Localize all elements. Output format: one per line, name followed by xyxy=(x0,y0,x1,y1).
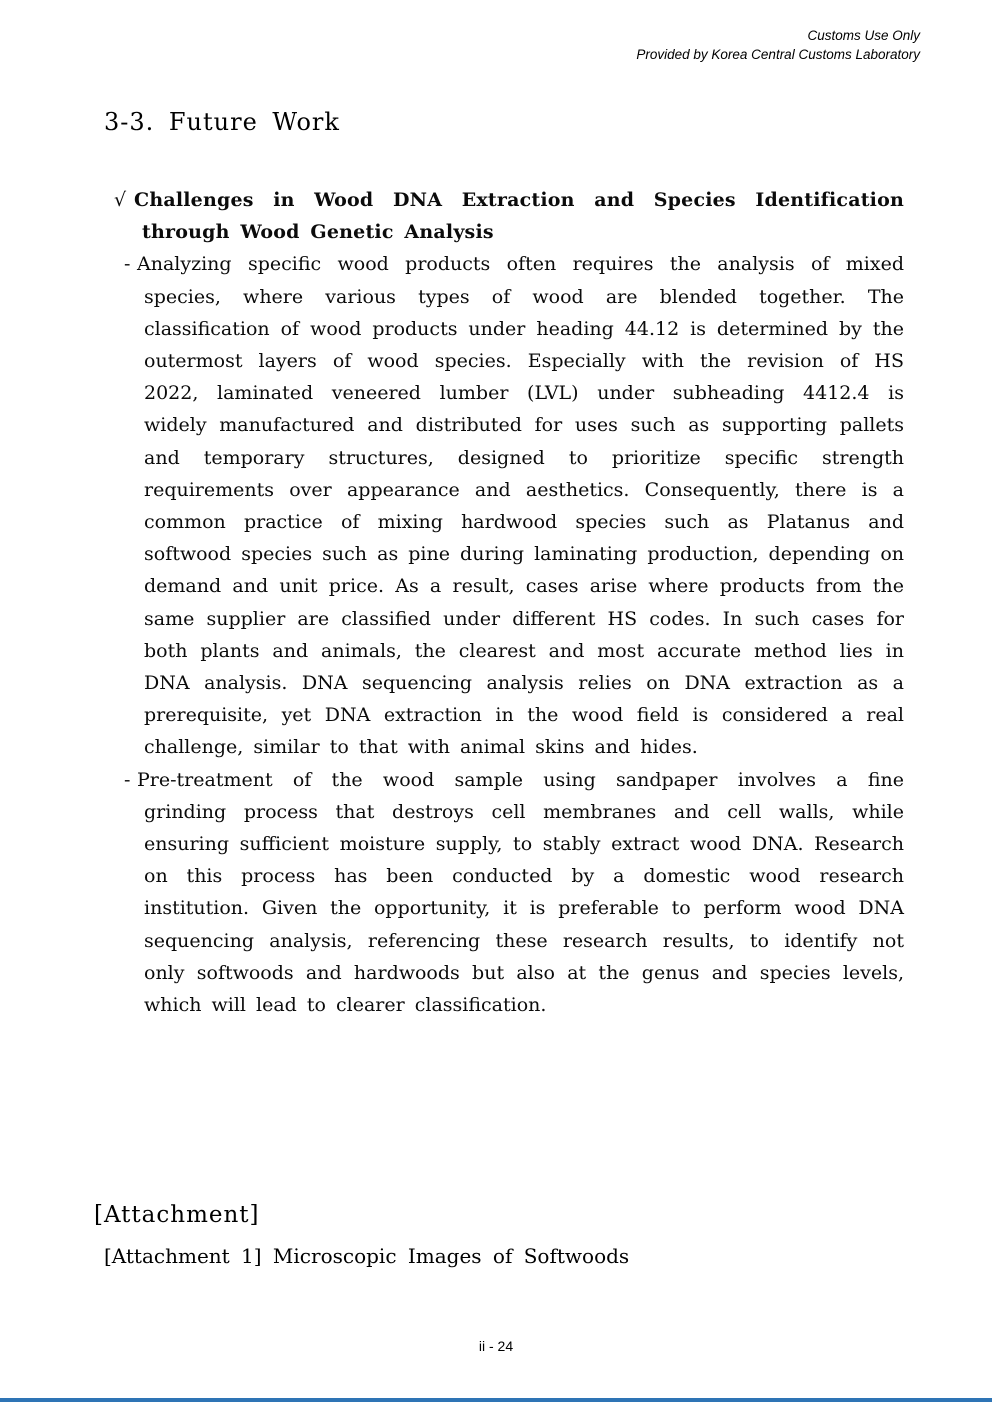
paragraph xyxy=(124,764,904,1022)
header-provider-label: Provided by Korea Central Customs Laboratory xyxy=(636,47,920,62)
check-bullet-icon: √ xyxy=(114,189,127,211)
bullet-heading-text: Challenges in Wood DNA Extraction and Species Identification through Wood Genetic Analysis xyxy=(134,189,904,244)
bullet-heading xyxy=(114,184,904,248)
attachment-item: [Attachment 1] Microscopic Images of Softwoods xyxy=(104,1244,630,1268)
body-content xyxy=(114,184,904,1021)
paragraph-text: Pre-treatment of the wood sample using sandpaper involves a fine grinding process that destroys cell membranes and cell walls, while ensuring sufficient moisture supply, to stably extract wood DNA. Research on this process has been conducted by a domestic wood research institution. Given the opportunity, it is preferable to perform wood DNA sequencing analysis, referencing these research results, to identify not only softwoods and hardwoods but also at the genus and species levels, which will lead to clearer classification. xyxy=(137,768,904,1017)
header-classification-label: Customs Use Only xyxy=(807,28,920,43)
page-bottom-rule xyxy=(0,1398,992,1402)
paragraph-text: Analyzing specific wood products often requires the analysis of mixed species, where various types of wood are blended together. The classification of wood products under heading 44.12 is determined by the outermost layers of wood species. Especially with the revision of HS 2022, laminated veneered lumber (LVL) under subheading 4412.4 is widely manufactured and distributed for uses such as supporting pallets and temporary structures, designed to prioritize specific strength requirements over appearance and aesthetics. Consequently, there is a common practice of mixing hardwood species such as Platanus and softwood species such as pine during laminating production, depending on demand and unit price. As a result, cases arise where products from the same supplier are classified under different HS codes. In such cases for both plants and animals, the clearest and most accurate method lies in DNA analysis. DNA sequencing analysis relies on DNA extraction as a prerequisite, yet DNA extraction in the wood field is considered a real challenge, similar to that with animal skins and hides. xyxy=(137,253,904,759)
dash-bullet-icon: - xyxy=(124,768,131,791)
section-title: 3-3. Future Work xyxy=(104,108,340,136)
paragraph xyxy=(124,248,904,763)
dash-bullet-icon: - xyxy=(124,253,131,276)
attachment-section xyxy=(94,1202,629,1268)
page-number: ii - 24 xyxy=(478,1338,514,1354)
page-header xyxy=(636,26,920,64)
attachment-heading: [Attachment] xyxy=(94,1202,260,1228)
